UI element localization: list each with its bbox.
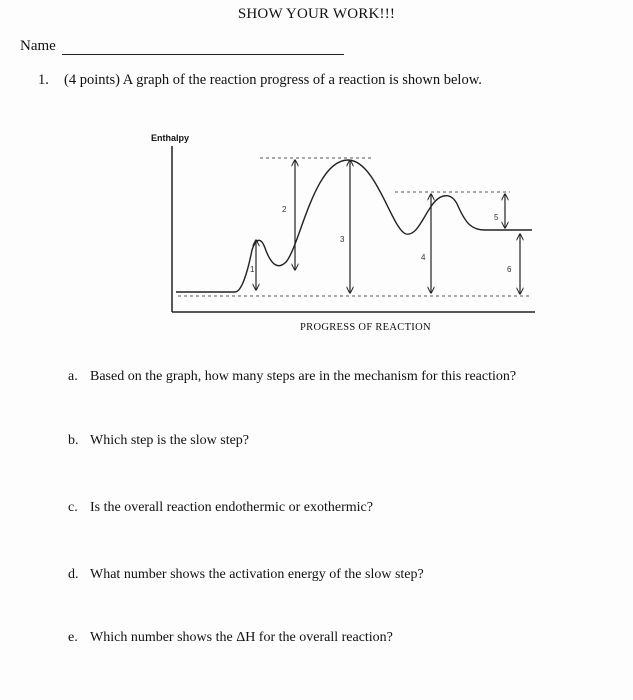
arrow-label-4: 4 (421, 253, 426, 262)
question-a (68, 369, 516, 385)
name-blank-line[interactable] (62, 54, 344, 55)
question-d-text: What number shows the activation energy of the slow step? (90, 567, 424, 582)
graph-y-axis-label: Enthalpy (151, 133, 190, 143)
question-d-letter: d. (68, 567, 79, 582)
arrow-label-6: 6 (507, 265, 512, 274)
question-a-text: Based on the graph, how many steps are in the mechanism for this reaction? (90, 369, 517, 384)
name-label: Name (20, 38, 56, 54)
question-e-text: Which number shows the ΔH for the overall reaction? (90, 630, 393, 645)
question-e (68, 630, 393, 646)
energy-diagram (140, 130, 560, 340)
question-e-letter: e. (68, 630, 78, 645)
arrow-label-5: 5 (494, 213, 499, 222)
question-a-letter: a. (68, 369, 78, 384)
arrow-label-1: 1 (250, 265, 255, 274)
problem-statement (38, 72, 482, 89)
question-b (68, 433, 249, 449)
page-title: SHOW YOUR WORK!!! (237, 6, 396, 22)
question-b-text: Which step is the slow step? (90, 433, 250, 448)
question-d (68, 567, 424, 583)
question-c (68, 500, 373, 516)
question-b-letter: b. (68, 433, 79, 448)
question-c-letter: c. (68, 500, 78, 515)
question-c-text: Is the overall reaction endothermic or exothermic? (90, 500, 373, 515)
arrow-label-3: 3 (340, 235, 345, 244)
problem-number: 1. (38, 72, 49, 88)
arrow-label-2: 2 (282, 205, 287, 214)
reaction-curve (176, 160, 532, 292)
problem-text: (4 points) A graph of the reaction progress of a reaction is shown below. (64, 72, 482, 88)
graph-x-axis-label: PROGRESS OF REACTION (300, 322, 431, 333)
